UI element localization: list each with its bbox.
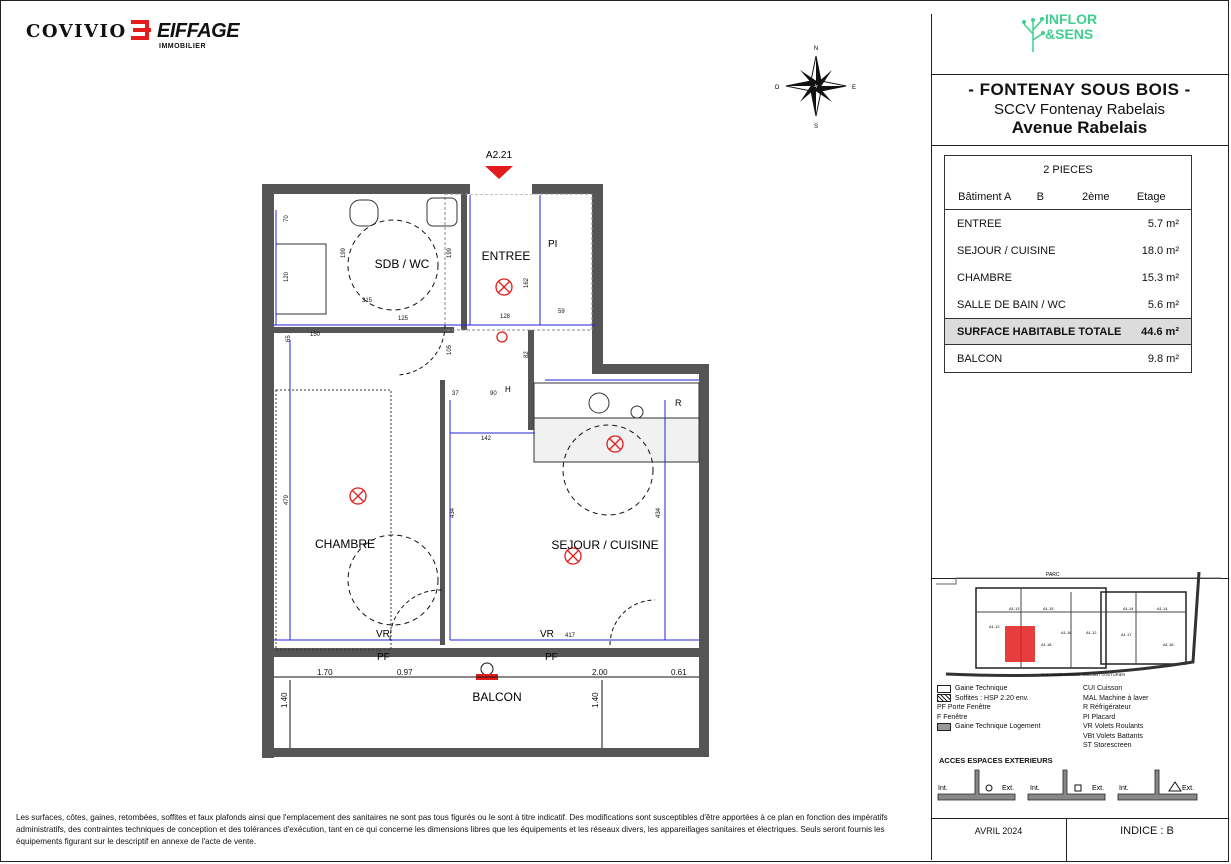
- project-street: Avenue Rabelais: [1011, 118, 1148, 137]
- tag-pf-1: PF: [377, 652, 390, 663]
- compass-o: O: [774, 85, 780, 91]
- keyplan-street: RUE MARIE-CLAUDE VAILLANT COUTURIER: [1041, 672, 1126, 677]
- legend-text: MAL Machine à laver: [1083, 694, 1149, 702]
- dim-479: 479: [284, 494, 290, 505]
- row-value: 5.7 m²: [1147, 217, 1179, 230]
- covivio-logo: COVIVIO: [26, 21, 127, 42]
- project-title: [931, 80, 1228, 138]
- dim-125: 125: [398, 316, 409, 322]
- row-value: 15.3 m²: [1141, 271, 1179, 284]
- dim-315: 315: [362, 298, 373, 304]
- threshold-circle-icon: [986, 785, 992, 791]
- batiment-label: Bâtiment A: [958, 190, 1012, 203]
- tag-h: H: [505, 385, 511, 394]
- tag-vr-1: VR: [376, 629, 390, 640]
- total-row: [945, 318, 1191, 345]
- tag-vr-2: VR: [540, 629, 554, 640]
- dim-434-b: 434: [656, 507, 662, 518]
- dim-142: 142: [481, 436, 492, 442]
- legend-right: [1083, 684, 1149, 751]
- legend-left: [937, 684, 1041, 732]
- acces-ext-2: Ext.: [1092, 785, 1105, 792]
- legend-text: Gaine Technique Logement: [955, 723, 1041, 730]
- room-sdb-label: SDB / WC: [374, 257, 430, 271]
- acces-ext-3: Ext.: [1182, 785, 1195, 792]
- dim-120: 120: [284, 271, 290, 282]
- inflor-line1: INFLOR: [1045, 11, 1098, 27]
- dim-199-a: 199: [341, 247, 347, 258]
- legend-text: F Fenêtre: [937, 713, 968, 721]
- entry-arrow-icon: [485, 166, 513, 179]
- legend-text: PI Placard: [1083, 713, 1116, 721]
- tag-r: R: [675, 398, 682, 408]
- legend-item: [937, 684, 1041, 694]
- table-row: [945, 210, 1191, 237]
- plan-date: AVRIL 2024: [974, 826, 1023, 836]
- balcon-label: BALCON: [957, 352, 1003, 365]
- soffite-icon: [937, 694, 951, 702]
- threshold-square-icon: [1075, 785, 1081, 791]
- row-value: 18.0 m²: [1141, 244, 1179, 257]
- project-sccv: SCCV Fontenay Rabelais: [994, 101, 1165, 118]
- room-chambre-label: CHAMBRE: [314, 537, 376, 551]
- acces-int-3: Int.: [1119, 785, 1129, 792]
- gaine-logement-icon: [937, 723, 951, 731]
- etage-value: 2ème: [1081, 190, 1110, 203]
- dim-162: 162: [524, 277, 530, 288]
- legend-text: Soffites : HSP 2.20 env.: [955, 694, 1029, 702]
- table-row: [945, 237, 1191, 264]
- dim-199-b: 199: [447, 247, 453, 258]
- dim-128: 128: [500, 314, 511, 320]
- acces-int-1: Int.: [938, 785, 948, 792]
- dim-140-b: 1.40: [591, 692, 600, 708]
- balcon-value: 9.8 m²: [1147, 352, 1179, 365]
- compass-s: S: [813, 124, 819, 130]
- threshold-triangle-icon: [1169, 782, 1181, 791]
- total-value: 44.6 m²: [1141, 325, 1179, 338]
- keyplan-lot: A1.13: [1009, 606, 1020, 611]
- keyplan-parc: PARC: [1046, 572, 1060, 578]
- dim-59: 59: [558, 309, 565, 315]
- dim-140-a: 1.40: [280, 692, 289, 708]
- acces-int-2: Int.: [1030, 785, 1040, 792]
- legend-text: Gaine Technique: [955, 685, 1008, 692]
- gaine-icon: [937, 685, 951, 693]
- dim-37: 37: [452, 391, 459, 397]
- tag-pf-2: PF: [545, 652, 558, 663]
- dim-105: 105: [447, 344, 453, 355]
- inflor-logo: [1045, 12, 1097, 42]
- keyplan-lot: A1.18: [1041, 642, 1052, 647]
- location-header: [945, 184, 1191, 210]
- legend-item: [937, 722, 1041, 732]
- acces-title: ACCES ESPACES EXTERIEURS: [939, 756, 1053, 765]
- row-label: CHAMBRE: [957, 271, 1013, 284]
- keyplan-lot: A1.16: [1163, 642, 1174, 647]
- dim-061: 0.61: [671, 668, 687, 677]
- keyplan-lot: A1.14: [1157, 606, 1168, 611]
- room-sejour-label: SEJOUR / CUISINE: [551, 538, 659, 552]
- dim-65: 65: [286, 335, 292, 342]
- eiffage-logo: EIFFAGE: [157, 20, 240, 42]
- dim-150: 150: [310, 332, 321, 338]
- immobilier-label: IMMOBILIER: [159, 43, 206, 50]
- separator: [931, 74, 1229, 75]
- disclaimer: Les surfaces, côtes, gaines, retombées, soffites et faux plafonds ainsi que l'emplacement des sanitaires ne sont pas tous figurés ou le sont à titre indicatif. Des modifications sont susceptibles d'être apportées à ce plan en fonction des impératifs administratifs, des contraintes techniques de conception et des tolérances d'exécution, tant en ce qui concerne les dimensions libres que les équipements et les réseaux divers, les appareillages sanitaires et électriques. Seuls seront fournis les équipements figurant sur le descriptif en annexe de l'acte de vente.: [16, 813, 888, 846]
- surfaces-table: [944, 155, 1192, 373]
- dim-70: 70: [284, 215, 290, 222]
- room-balcon-label: BALCON: [472, 690, 522, 704]
- dim-434-a: 434: [450, 507, 456, 518]
- dim-097: 0.97: [397, 668, 413, 677]
- cage-label: B: [1036, 190, 1044, 203]
- balcon-row: [945, 345, 1191, 372]
- keyplan-lot: A1.16: [1061, 630, 1072, 635]
- inflor-line2: &SENS: [1045, 26, 1094, 42]
- legend-text: PF Porte Fenêtre: [937, 704, 991, 711]
- balcony-light-icon: [481, 663, 493, 675]
- key-plan: [931, 562, 1228, 680]
- row-value: 5.6 m²: [1147, 298, 1179, 311]
- project-city: - FONTENAY SOUS BOIS -: [968, 80, 1191, 99]
- legend-text: CUI Cuisson: [1083, 685, 1123, 692]
- row-label: SALLE DE BAIN / WC: [957, 298, 1066, 311]
- legend-text: R Réfrigérateur: [1083, 704, 1131, 711]
- dim-417: 417: [565, 633, 576, 639]
- table-row: [945, 264, 1191, 291]
- legend-text: VR Volets Roulants: [1083, 723, 1144, 730]
- separator: [931, 145, 1229, 146]
- compass-n: N: [813, 46, 819, 52]
- row-label: ENTREE: [957, 217, 1002, 230]
- dim-200: 2.00: [592, 668, 608, 677]
- legend-text: ST Storescreen: [1083, 742, 1132, 749]
- lot-label: A2.21: [485, 150, 513, 161]
- inflor-plant-icon: [1018, 12, 1048, 54]
- tag-pi: PI: [548, 239, 558, 250]
- legend-item: [937, 694, 1041, 704]
- keyplan-lot: A1.12: [1086, 630, 1097, 635]
- acces-ext-1: Ext.: [1002, 785, 1015, 792]
- compass-e: E: [851, 85, 857, 91]
- keyplan-lot: A1.14: [1123, 606, 1134, 611]
- dim-170: 1.70: [317, 668, 333, 677]
- right-column-border: [931, 14, 932, 860]
- legend-text: VBt Volets Battants: [1083, 732, 1143, 740]
- etage-label: Etage: [1136, 190, 1166, 203]
- room-entree-label: ENTREE: [481, 249, 531, 263]
- acces-diagrams: [935, 766, 1225, 806]
- keyplan-lot: A1.12: [989, 624, 1000, 629]
- pieces-header: 2 PIECES: [1043, 164, 1093, 176]
- plan-indice: INDICE : B: [1120, 825, 1174, 837]
- dim-90: 90: [490, 391, 497, 397]
- table-row: [945, 291, 1191, 318]
- keyplan-lot: A1.17: [1121, 632, 1132, 637]
- dim-82: 82: [524, 351, 530, 358]
- total-label: SURFACE HABITABLE TOTALE: [957, 325, 1122, 338]
- keyplan-lot: A1.15: [1043, 606, 1054, 611]
- row-label: SEJOUR / CUISINE: [957, 244, 1056, 257]
